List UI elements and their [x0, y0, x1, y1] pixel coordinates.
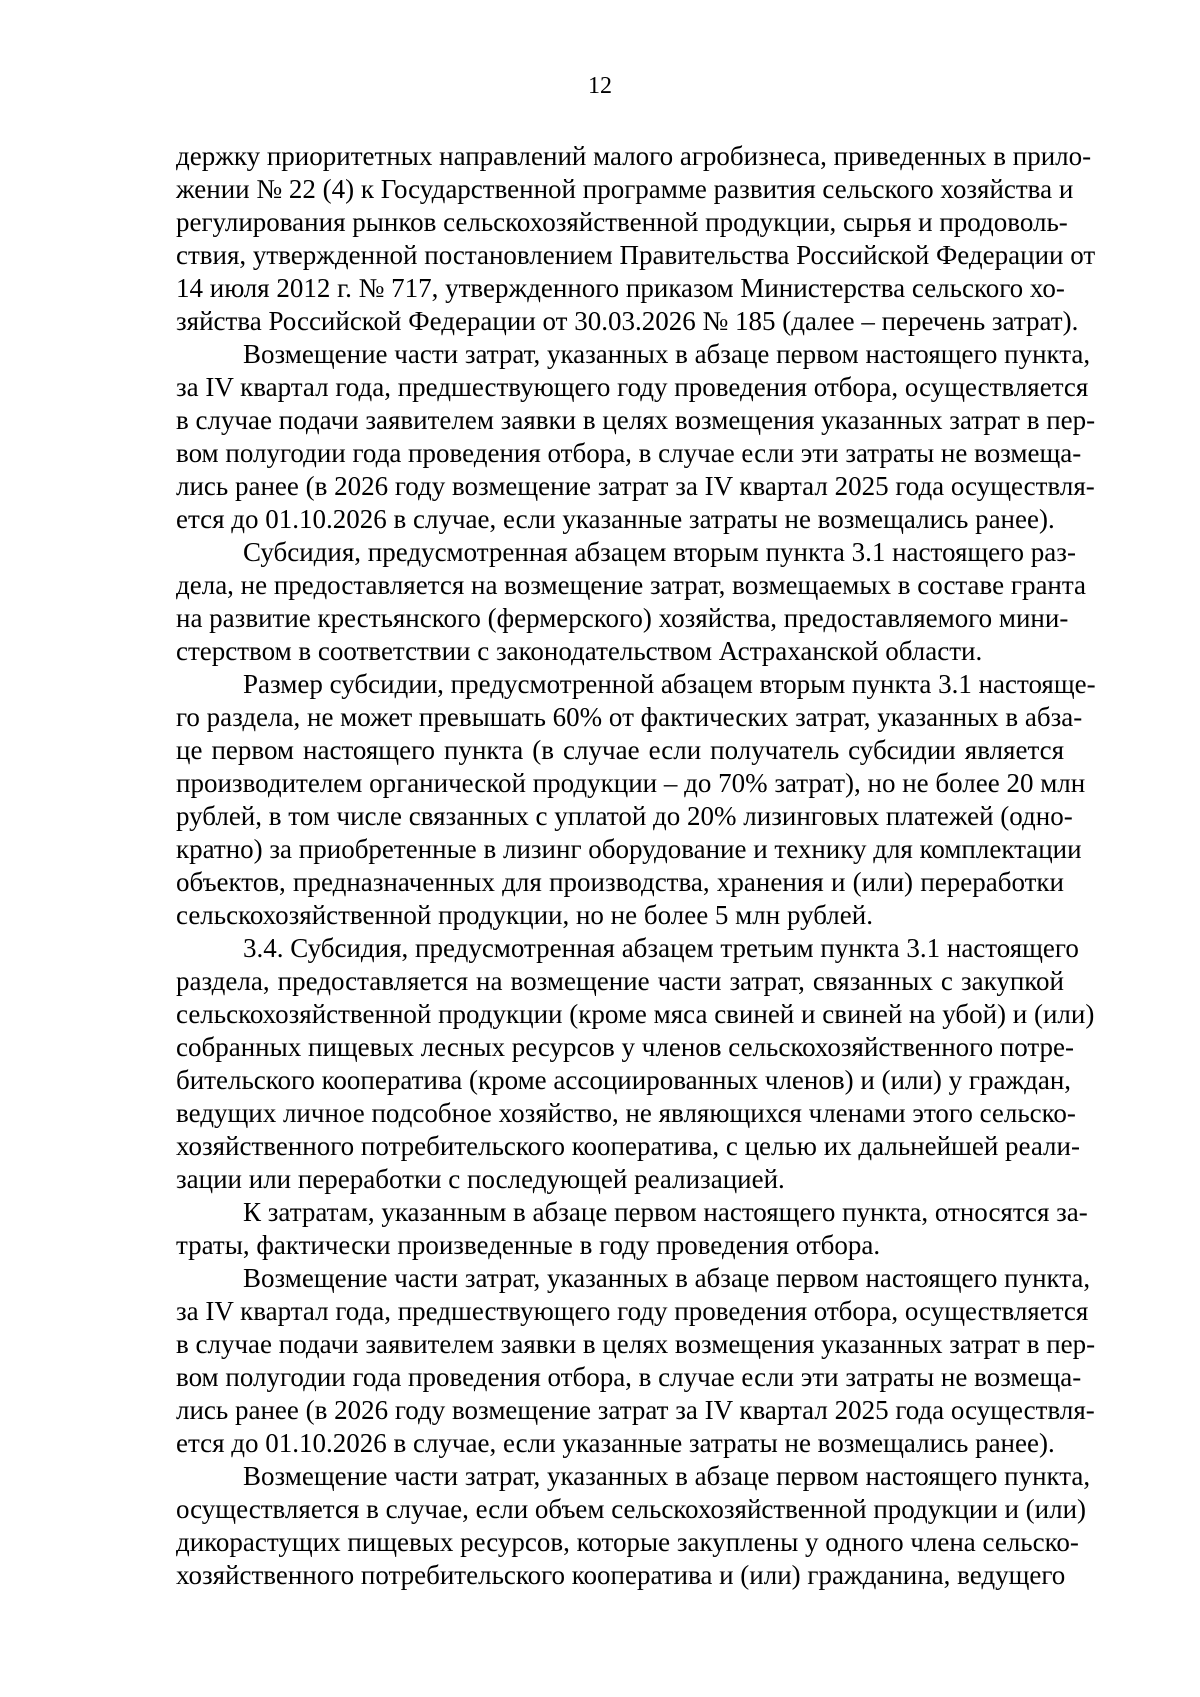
text-line: хозяйственного потребительского кооператива, с целью их дальнейшей реали-: [176, 1131, 1080, 1161]
page-number: 12: [588, 73, 612, 99]
text-line: К затратам, указанным в абзаце первом настоящего пункта, относятся за-: [243, 1197, 1088, 1227]
text-line: регулирования рынков сельскохозяйственной продукции, сырья и продоволь-: [176, 207, 1068, 237]
text-line: ется до 01.10.2026 в случае, если указанные затраты не возмещались ранее).: [176, 504, 1055, 534]
paragraph: [176, 338, 1096, 536]
text-line: це первом настоящего пункта (в случае если получатель субсидии является: [176, 735, 1064, 765]
text-line: за IV квартал года, предшествующего году проведения отбора, осуществляется: [176, 372, 1089, 402]
text-line: собранных пищевых лесных ресурсов у членов сельскохозяйственного потре-: [176, 1032, 1075, 1062]
paragraph: [176, 1196, 1088, 1262]
text-line: стерством в соответствии с законодательством Астраханской области.: [176, 636, 983, 666]
text-line: сельскохозяйственной продукции (кроме мяса свиней и свиней на убой) и (или): [176, 999, 1095, 1029]
text-line: жении № 22 (4) к Государственной программе развития сельского хозяйства и: [176, 174, 1074, 204]
text-line: объектов, предназначенных для производства, хранения и (или) переработки: [176, 867, 1064, 897]
text-line: дела, не предоставляется на возмещение затрат, возмещаемых в составе гранта: [176, 570, 1086, 600]
text-line: производителем органической продукции – до 70% затрат), но не более 20 млн: [176, 768, 1086, 798]
text-line: зяйства Российской Федерации от 30.03.2026 № 185 (далее – перечень затрат).: [176, 306, 1079, 336]
text-line: осуществляется в случае, если объем сельскохозяйственной продукции и (или): [176, 1494, 1087, 1524]
text-line: в случае подачи заявителем заявки в целях возмещения указанных затрат в пер-: [176, 1329, 1096, 1359]
text-line: лись ранее (в 2026 году возмещение затрат за IV квартал 2025 года осуществля-: [176, 471, 1095, 501]
paragraph: [176, 536, 1086, 668]
text-line: 3.4. Субсидия, предусмотренная абзацем третьим пункта 3.1 настоящего: [243, 933, 1079, 963]
text-line: дикорастущих пищевых ресурсов, которые закуплены у одного члена сельско-: [176, 1527, 1079, 1557]
text-line: вом полугодии года проведения отбора, в случае если эти затраты не возмеща-: [176, 438, 1082, 468]
paragraph-continuation: [176, 140, 1096, 338]
text-line: держку приоритетных направлений малого агробизнеса, приведенных в прило-: [176, 141, 1092, 171]
text-line: Возмещение части затрат, указанных в абзаце первом настоящего пункта,: [243, 1461, 1091, 1491]
text-line: вом полугодии года проведения отбора, в случае если эти затраты не возмеща-: [176, 1362, 1082, 1392]
text-line: хозяйственного потребительского кооператива и (или) гражданина, ведущего: [176, 1560, 1066, 1590]
text-line: траты, фактически произведенные в году проведения отбора.: [176, 1230, 881, 1260]
text-line: рублей, в том числе связанных с уплатой до 20% лизинговых платежей (одно-: [176, 801, 1073, 831]
paragraph: [176, 1460, 1091, 1592]
text-line: ется до 01.10.2026 в случае, если указанные затраты не возмещались ранее).: [176, 1428, 1055, 1458]
text-line: в случае подачи заявителем заявки в целях возмещения указанных затрат в пер-: [176, 405, 1096, 435]
text-line: Возмещение части затрат, указанных в абзаце первом настоящего пункта,: [243, 339, 1091, 369]
text-line: Размер субсидии, предусмотренной абзацем вторым пункта 3.1 настояще-: [243, 669, 1096, 699]
text-line: кратно) за приобретенные в лизинг оборудование и технику для комплектации: [176, 834, 1082, 864]
text-line: ведущих личное подсобное хозяйство, не являющихся членами этого сельско-: [176, 1098, 1076, 1128]
text-line: за IV квартал года, предшествующего году проведения отбора, осуществляется: [176, 1296, 1089, 1326]
text-line: сельскохозяйственной продукции, но не более 5 млн рублей.: [176, 900, 873, 930]
text-line: го раздела, не может превышать 60% от фактических затрат, указанных в абза-: [176, 702, 1083, 732]
text-line: Возмещение части затрат, указанных в абзаце первом настоящего пункта,: [243, 1263, 1091, 1293]
text-line: раздела, предоставляется на возмещение части затрат, связанных с закупкой: [176, 966, 1064, 996]
text-line: на развитие крестьянского (фермерского) хозяйства, предоставляемого мини-: [176, 603, 1069, 633]
text-line: лись ранее (в 2026 году возмещение затрат за IV квартал 2025 года осуществля-: [176, 1395, 1095, 1425]
paragraph: [176, 668, 1096, 932]
paragraph-section-3-4: [176, 932, 1095, 1196]
text-line: 14 июля 2012 г. № 717, утвержденного приказом Министерства сельского хо-: [176, 273, 1065, 303]
document-body: [176, 140, 1096, 1592]
text-line: бительского кооператива (кроме ассоциированных членов) и (или) у граждан,: [176, 1065, 1072, 1095]
paragraph: [176, 1262, 1096, 1460]
text-line: ствия, утвержденной постановлением Правительства Российской Федерации от: [176, 240, 1096, 270]
text-line: зации или переработки с последующей реализацией.: [176, 1164, 785, 1194]
text-line: Субсидия, предусмотренная абзацем вторым пункта 3.1 настоящего раз-: [243, 537, 1076, 567]
